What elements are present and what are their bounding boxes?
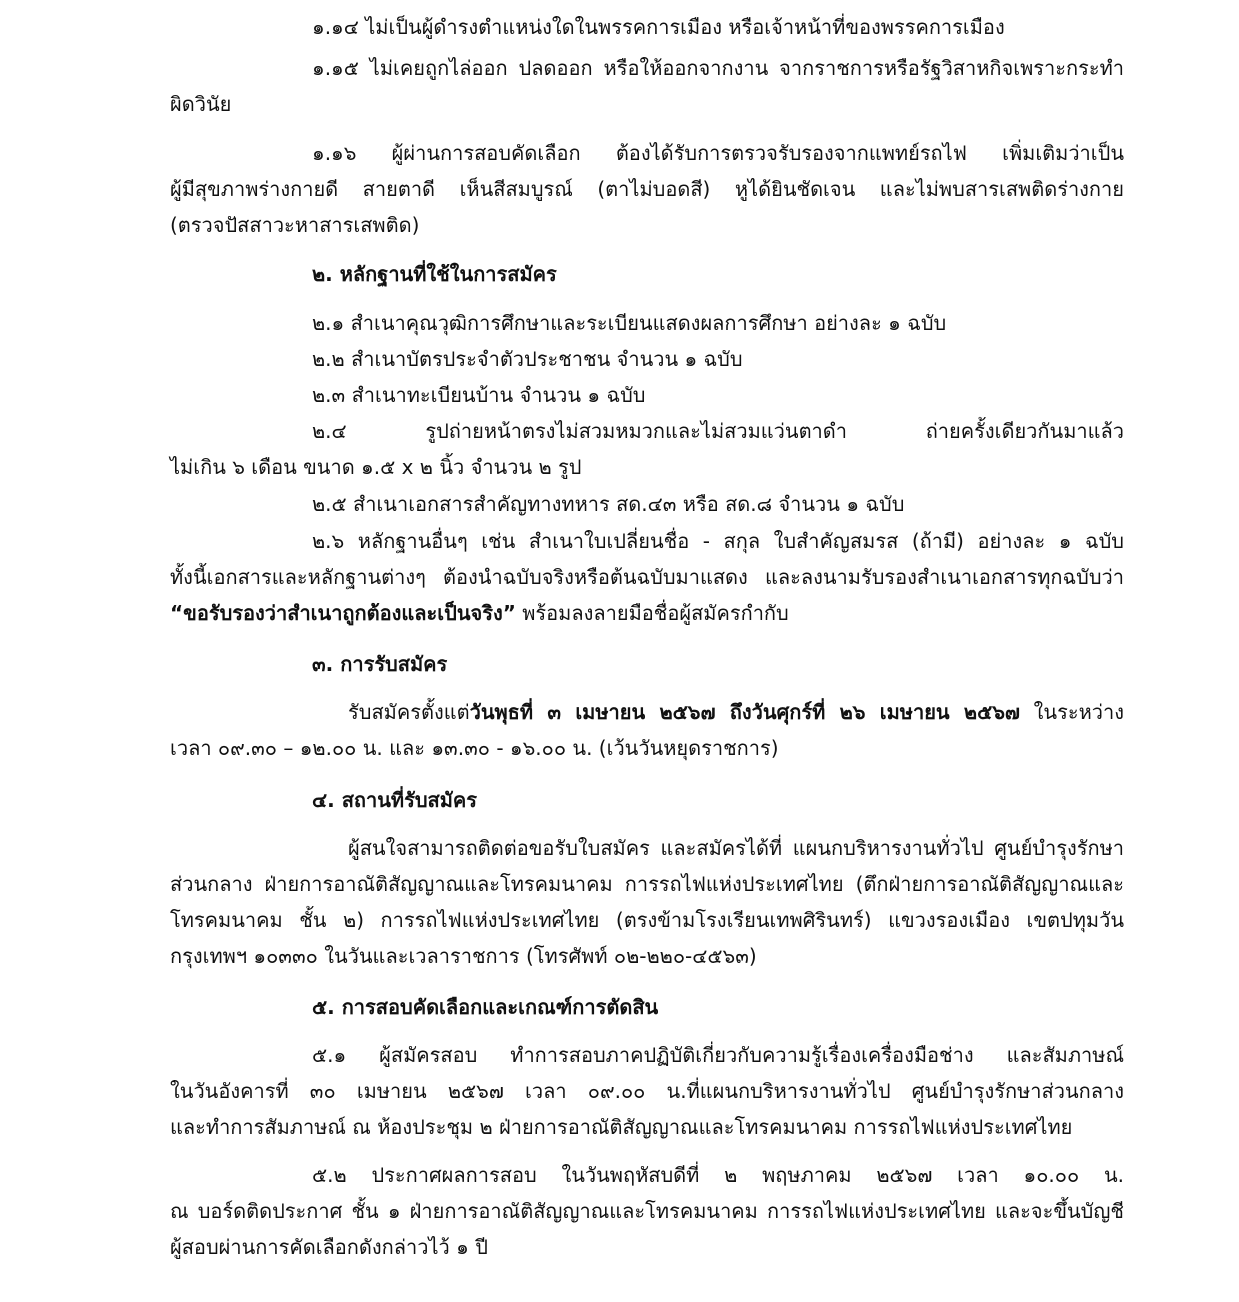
item-2-3: ๒.๓ สำเนาทะเบียนบ้าน จำนวน ๑ ฉบับ bbox=[312, 383, 646, 407]
heading-application: ๓. การรับสมัคร bbox=[312, 652, 448, 676]
item-2-5: ๒.๕ สำเนาเอกสารสำคัญทางทหาร สด.๔๓ หรือ สด.๘ จำนวน ๑ ฉบับ bbox=[312, 492, 905, 516]
item-2-1: ๒.๑ สำเนาคุณวุฒิการศึกษาและระเบียนแสดงผลการศึกษา อย่างละ ๑ ฉบับ bbox=[312, 311, 947, 335]
item-5-2: ๕.๒ ประกาศผลการสอบ ในวันพฤหัสบดีที่ ๒ พฤษภาคม ๒๕๖๗ เวลา ๑๐.๐๐ น. ณ บอร์ดติดประกาศ ชั้น ๑ ฝ่ายการอาณัติสัญญาณและโทรคมนาคม การรถไฟแห่งประเทศไทย และจะขึ้นบัญชี ผู้สอบผ่านการคัดเลือกดังกล่าวไว้ ๑ ปี bbox=[170, 1163, 1124, 1259]
apply-period-line: รับสมัครตั้งแต่วันพุธที่ ๓ เมษายน ๒๕๖๗ ถึงวันศุกร์ที่ ๒๖ เมษายน ๒๕๖๗ ในระหว่าง bbox=[348, 700, 1124, 724]
item-5-1: ๕.๑ ผู้สมัครสอบ ทำการสอบภาคปฏิบัติเกี่ยวกับความรู้เรื่องเครื่องมือช่าง และสัมภาษณ์ ในวันอังคารที่ ๓๐ เมษายน ๒๕๖๗ เวลา ๐๙.๐๐ น.ที่แผนกบริหารงานทั่วไป ศูนย์บำรุงรักษาส่วนกลาง และทำการสัมภาษณ์ ณ ห้องประชุม ๒ ฝ่ายการอาณัติสัญญาณและโทรคมนาคม การรถไฟแห่งประเทศไทย bbox=[170, 1043, 1124, 1139]
item-1-14: ๑.๑๔ ไม่เป็นผู้ดำรงตำแหน่งใดในพรรคการเมือง หรือเจ้าหน้าที่ของพรรคการเมือง bbox=[312, 15, 1005, 39]
item-4: ผู้สนใจสามารถติดต่อขอรับใบสมัคร และสมัครได้ที่ แผนกบริหารงานทั่วไป ศูนย์บำรุงรักษา ส่วนกลาง ฝ่ายการอาณัติสัญญาณและโทรคมนาคม การรถไฟแห่งประเทศไทย (ตึกฝ่ายการอาณัติสัญญาณและ โทรคมนาคม ชั้น ๒) การรถไฟแห่งประเทศไทย (ตรงข้ามโรงเรียนเทพศิรินทร์) แขวงรองเมือง เขตปทุมวัน กรุงเทพฯ ๑๐๓๓๐ ในวันและเวลาราชการ (โทรศัพท์ ๐๒-๒๒๐-๔๕๖๓) bbox=[170, 836, 1124, 968]
certify-line: “ขอรับรองว่าสำเนาถูกต้องและเป็นจริง” พร้อมลงลายมือชื่อผู้สมัครกำกับ bbox=[170, 601, 789, 625]
heading-evidence: ๒. หลักฐานที่ใช้ในการสมัคร bbox=[312, 262, 557, 286]
item-3: รับสมัครตั้งแต่วันพุธที่ ๓ เมษายน ๒๕๖๗ ถึงวันศุกร์ที่ ๒๖ เมษายน ๒๕๖๗ ในระหว่าง เวลา ๐๙.๓๐ – ๑๒.๐๐ น. และ ๑๓.๓๐ - ๑๖.๐๐ น. (เว้นวันหยุดราชการ) bbox=[170, 694, 1124, 766]
heading-selection: ๕. การสอบคัดเลือกและเกณฑ์การตัดสิน bbox=[312, 995, 659, 1019]
item-1-15: ๑.๑๕ ไม่เคยถูกไล่ออก ปลดออก หรือให้ออกจากงาน จากราชการหรือรัฐวิสาหกิจเพราะกระทำ ผิดวินัย bbox=[170, 56, 1124, 116]
item-1-16: ๑.๑๖ ผู้ผ่านการสอบคัดเลือก ต้องได้รับการตรวจรับรองจากแพทย์รถไฟ เพิ่มเติมว่าเป็น ผู้มีสุขภาพร่างกายดี สายตาดี เห็นสีสมบูรณ์ (ตาไม่บอดสี) หูได้ยินชัดเจน และไม่พบสารเสพติดร่างกาย (ตรวจปัสสาวะหาสารเสพติด) bbox=[170, 141, 1124, 237]
item-2-2: ๒.๒ สำเนาบัตรประจำตัวประชาชน จำนวน ๑ ฉบับ bbox=[312, 347, 743, 371]
item-2-4: ๒.๔ รูปถ่ายหน้าตรงไม่สวมหมวกและไม่สวมแว่นตาดำ ถ่ายครั้งเดียวกันมาแล้ว ไม่เกิน ๖ เดือน ขนาด ๑.๕ x ๒ นิ้ว จำนวน ๒ รูป bbox=[170, 419, 1124, 479]
heading-location: ๔. สถานที่รับสมัคร bbox=[312, 788, 478, 812]
item-2-6: ๒.๖ หลักฐานอื่นๆ เช่น สำเนาใบเปลี่ยนชื่อ - สกุล ใบสำคัญสมรส (ถ้ามี) อย่างละ ๑ ฉบับ ทั้งนี้เอกสารและหลักฐานต่างๆ ต้องนำฉบับจริงหรือต้นฉบับมาแสดง และลงนามรับรองสำเนาเอกสารทุกฉบับว่า “ขอรับรองว่าสำเนาถูกต้องและเป็นจริง” พร้อมลงลายมือชื่อผู้สมัครกำกับ bbox=[170, 523, 1124, 631]
